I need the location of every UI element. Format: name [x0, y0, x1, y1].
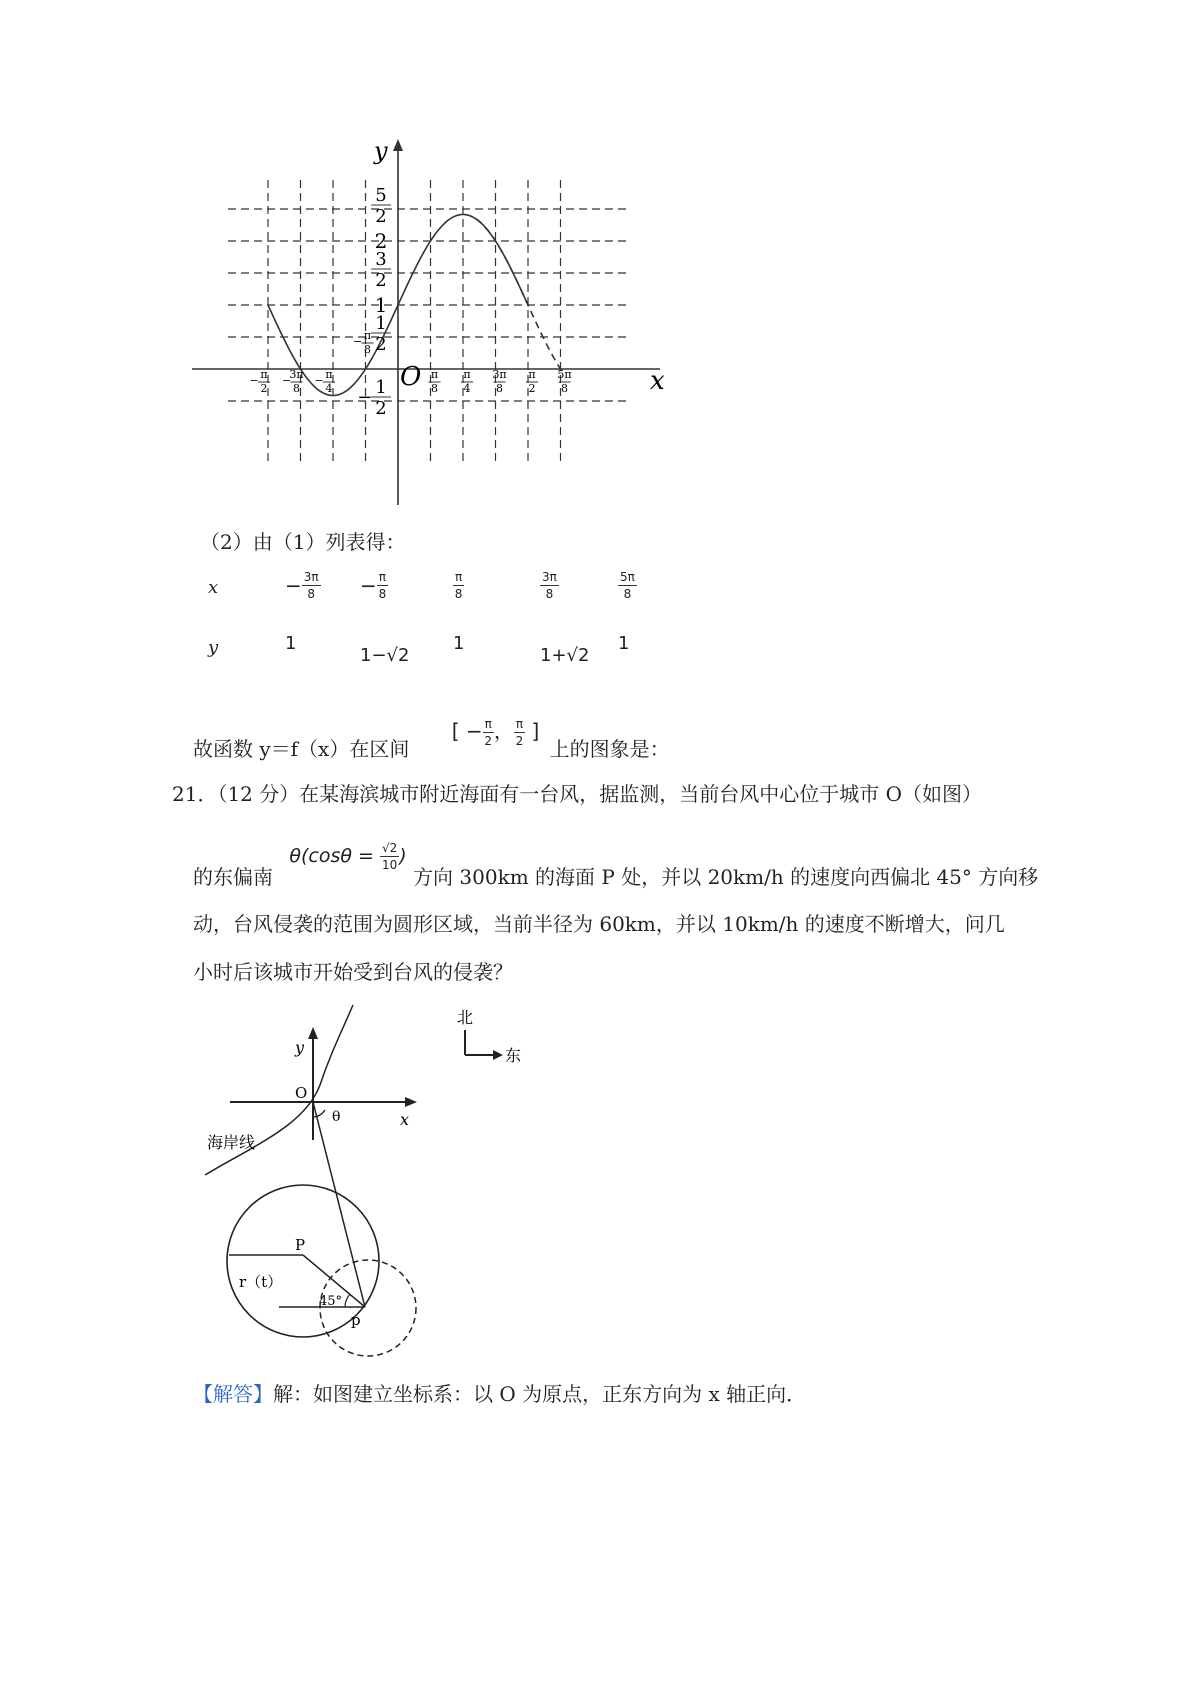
- x-tick-label-den: 2: [260, 382, 268, 395]
- table-y-value: 1+√2: [540, 645, 590, 666]
- origin-label: O: [400, 362, 422, 392]
- table-y-value: 1: [453, 633, 465, 654]
- x-tick-label-den: 4: [325, 382, 333, 395]
- x-tick-label: [249, 368, 270, 395]
- angle-arc: [345, 1294, 350, 1307]
- x-tick-label: [353, 329, 374, 356]
- value-table: [200, 565, 680, 685]
- x-tick-label: [428, 368, 440, 395]
- x-tick-label-minus: −: [281, 374, 292, 388]
- conclusion-before: 故函数 y＝f（x）在区间: [193, 737, 410, 761]
- y-tick-label-den: 2: [375, 270, 387, 291]
- table-x-value: $\frac{3\pi}{8}$: [542, 570, 557, 601]
- table-y-label: y: [208, 637, 219, 658]
- x-tick-label-minus: −: [352, 335, 363, 349]
- answer-line: [193, 1380, 806, 1408]
- table-x-value: − $\frac{\pi}{8}$: [360, 570, 387, 601]
- conclusion-after: 上的图象是：: [549, 737, 670, 761]
- typhoon-diagram: [195, 995, 555, 1375]
- answer-text: 解：如图建立坐标系：以 O 为原点，正东方向为 x 轴正向．: [273, 1382, 807, 1406]
- x-tick-label-den: 4: [463, 382, 471, 395]
- table-x-label: x: [208, 577, 219, 598]
- x-tick-label-den: 8: [561, 382, 568, 395]
- table-y-value: 1: [618, 633, 630, 654]
- x-tick-label-num: 3π: [289, 368, 304, 381]
- y-axis-arrow: [393, 139, 403, 151]
- y-tick-label: 2: [374, 229, 388, 253]
- y-tick-label-den: 2: [375, 206, 387, 227]
- problem-line-2-after: 方向 300km 的海面 P 处，并以 20km/h 的速度向西偏北 45° 方向移: [413, 865, 1039, 889]
- origin-label-2: O: [295, 1084, 308, 1102]
- y-axis-label: y: [374, 137, 388, 165]
- x-tick-label-minus: −: [249, 374, 259, 388]
- y-tick-label: [371, 249, 391, 291]
- coastline-label: 海岸线: [207, 1133, 256, 1152]
- y-tick-label-num: 3: [375, 249, 387, 270]
- table-y-value: 1: [285, 633, 297, 654]
- x-tick-label-num: 3π: [492, 368, 507, 381]
- line-o-to-p: [313, 1102, 365, 1307]
- x-tick-label: [492, 368, 506, 395]
- y-tick-label-num: 5: [375, 185, 387, 206]
- y-tick-label: [357, 377, 391, 419]
- y-tick-label: 1: [374, 293, 388, 317]
- y-tick-label-den: 2: [375, 398, 387, 419]
- table-x-value: $\frac{\pi}{8}$: [454, 570, 463, 601]
- x-tick-label-den: 8: [364, 343, 371, 356]
- axes-2: [230, 1027, 417, 1140]
- P-label: P: [295, 1236, 306, 1254]
- x-tick-label: [526, 368, 538, 395]
- y-tick-label-den: 2: [375, 334, 387, 355]
- x-axis-label-2: x: [400, 1110, 410, 1129]
- east-label: 东: [505, 1046, 522, 1065]
- table-intro: （2）由（1）列表得：: [200, 530, 406, 554]
- y-tick-label: [371, 313, 391, 355]
- problem-line-4: 小时后该城市开始受到台风的侵袭？: [193, 960, 513, 984]
- x-tick-label-den: 2: [528, 382, 536, 395]
- table-x-value: − $\frac{3\pi}{8}$: [285, 570, 319, 601]
- theta-label: θ: [332, 1109, 341, 1125]
- problem-line-1: 21．（12 分）在某海滨城市附近海面有一台风，据监测，当前台风中心位于城市 O（如图）: [172, 782, 983, 806]
- y-tick-label-minus: −: [357, 386, 373, 408]
- x-tick-label-num: π: [363, 329, 372, 342]
- conclusion-text: [193, 717, 670, 767]
- y-tick-label-num: 1: [375, 313, 387, 334]
- x-tick-label-num: π: [260, 368, 268, 381]
- y-axis-label-2: y: [295, 1038, 305, 1057]
- x-tick-label-minus: −: [314, 374, 324, 388]
- x-axis-label: x: [650, 366, 665, 396]
- cos-theta-formula: θ(cosθ = $\frac{√2}{10}$ ): [289, 841, 407, 872]
- interval-formula: [ − $\frac{\pi}{2}$ ， $\frac{\pi}{2}$ ]: [451, 717, 540, 748]
- r-label: r（t）: [239, 1273, 283, 1291]
- x-tick-label-den: 8: [496, 382, 503, 395]
- x-tick-label: [461, 368, 473, 395]
- problem-line-2: [193, 841, 1039, 895]
- x-tick-label-num: π: [325, 368, 333, 381]
- x-tick-label-num: π: [528, 368, 536, 381]
- x-tick-label: [557, 368, 571, 395]
- dashed-grid: [228, 180, 630, 465]
- x-tick-label-den: 8: [431, 382, 438, 395]
- table-y-value: 1−√2: [360, 645, 410, 666]
- y-tick-label-num: 1: [375, 377, 387, 398]
- y-tick-label: [371, 185, 391, 227]
- north-label: 北: [457, 1008, 474, 1027]
- problem-line-2-before: 的东偏南: [193, 865, 273, 889]
- function-graph: [190, 135, 690, 515]
- angle-label: 45°: [319, 1294, 343, 1309]
- graph-axes: [192, 137, 665, 505]
- problem-line-3: 动，台风侵袭的范围为圆形区域，当前半径为 60km，并以 10km/h 的速度不断增大，问几: [193, 912, 1005, 936]
- table-x-value: $\frac{5\pi}{8}$: [620, 570, 635, 601]
- compass: [457, 1008, 521, 1065]
- x-tick-label: [314, 368, 335, 395]
- x-tick-label-num: π: [463, 368, 471, 381]
- x-tick-label-num: 5π: [557, 368, 572, 381]
- p-label: p: [351, 1311, 361, 1329]
- answer-tag: 【解答】: [193, 1382, 273, 1406]
- x-tick-label-den: 8: [293, 382, 300, 395]
- x-tick-label-num: π: [430, 368, 439, 381]
